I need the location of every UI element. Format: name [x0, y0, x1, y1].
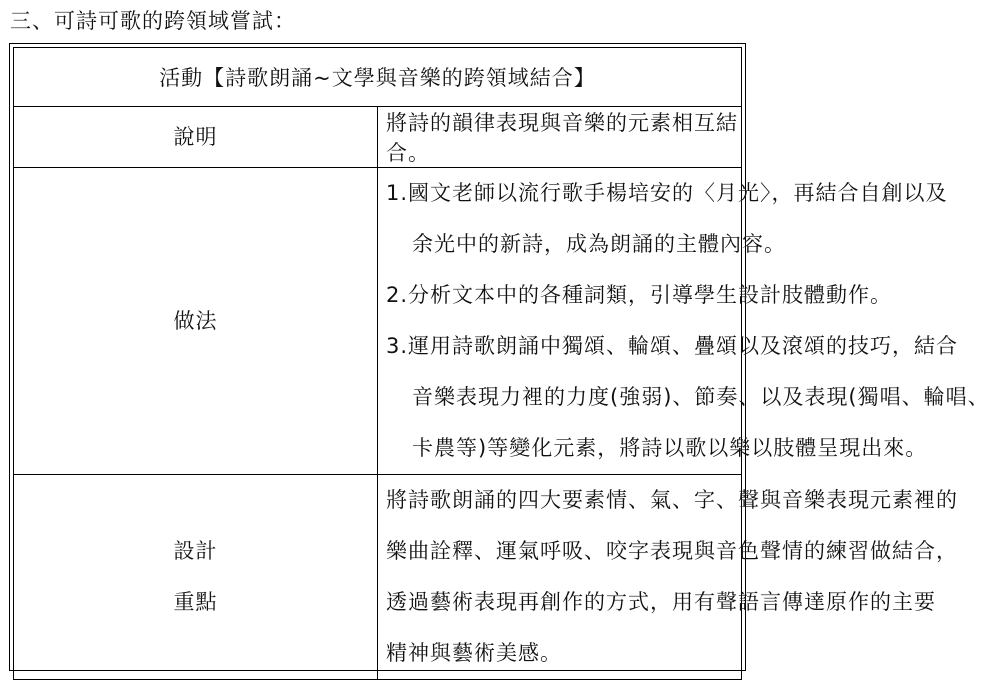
description-label: 說明: [14, 107, 378, 168]
activity-table-frame: [9, 43, 990, 671]
design-label-line: 重點: [173, 590, 218, 614]
section-heading: 三、可詩可歌的跨領域嘗試：: [10, 9, 296, 33]
table-title-row: [14, 48, 742, 107]
method-line: 余光中的新詩，成為朗誦的主體內容。: [412, 232, 786, 256]
method-line: 3.運用詩歌朗誦中獨頌、輪頌、疊頌以及滾頌的技巧，結合: [386, 334, 959, 358]
design-line: 將詩歌朗誦的四大要素情、氣、字、聲與音樂表現元素裡的: [386, 488, 958, 512]
activity-table: [13, 47, 990, 680]
method-line: 卡農等)等變化元素，將詩以歌以樂以肢體呈現出來。: [412, 436, 928, 460]
design-line: 精神與藝術美感。: [386, 641, 562, 665]
method-row: [14, 168, 742, 475]
design-content: [378, 475, 958, 680]
method-content: [378, 168, 990, 475]
design-label: [14, 475, 378, 680]
method-label: 做法: [14, 168, 378, 475]
method-line: 音樂表現力裡的力度(強弱)、節奏、以及表現(獨唱、輪唱、: [412, 385, 990, 409]
description-text: 將詩的韻律表現與音樂的元素相互結合。: [378, 107, 742, 168]
design-line: 透過藝術表現再創作的方式，用有聲語言傳達原作的主要: [386, 590, 936, 614]
design-line: 樂曲詮釋、運氣呼吸、咬字表現與音色聲情的練習做結合，: [386, 539, 958, 563]
method-line: 2.分析文本中的各種詞類，引導學生設計肢體動作。: [386, 283, 893, 307]
description-row: [14, 107, 742, 168]
design-row: [14, 475, 742, 680]
method-line: 1.國文老師以流行歌手楊培安的〈月光〉，再結合自創以及: [386, 181, 948, 205]
design-label-line: 設計: [173, 539, 218, 563]
table-title: 活動【詩歌朗誦~文學與音樂的跨領域結合】: [14, 48, 742, 107]
